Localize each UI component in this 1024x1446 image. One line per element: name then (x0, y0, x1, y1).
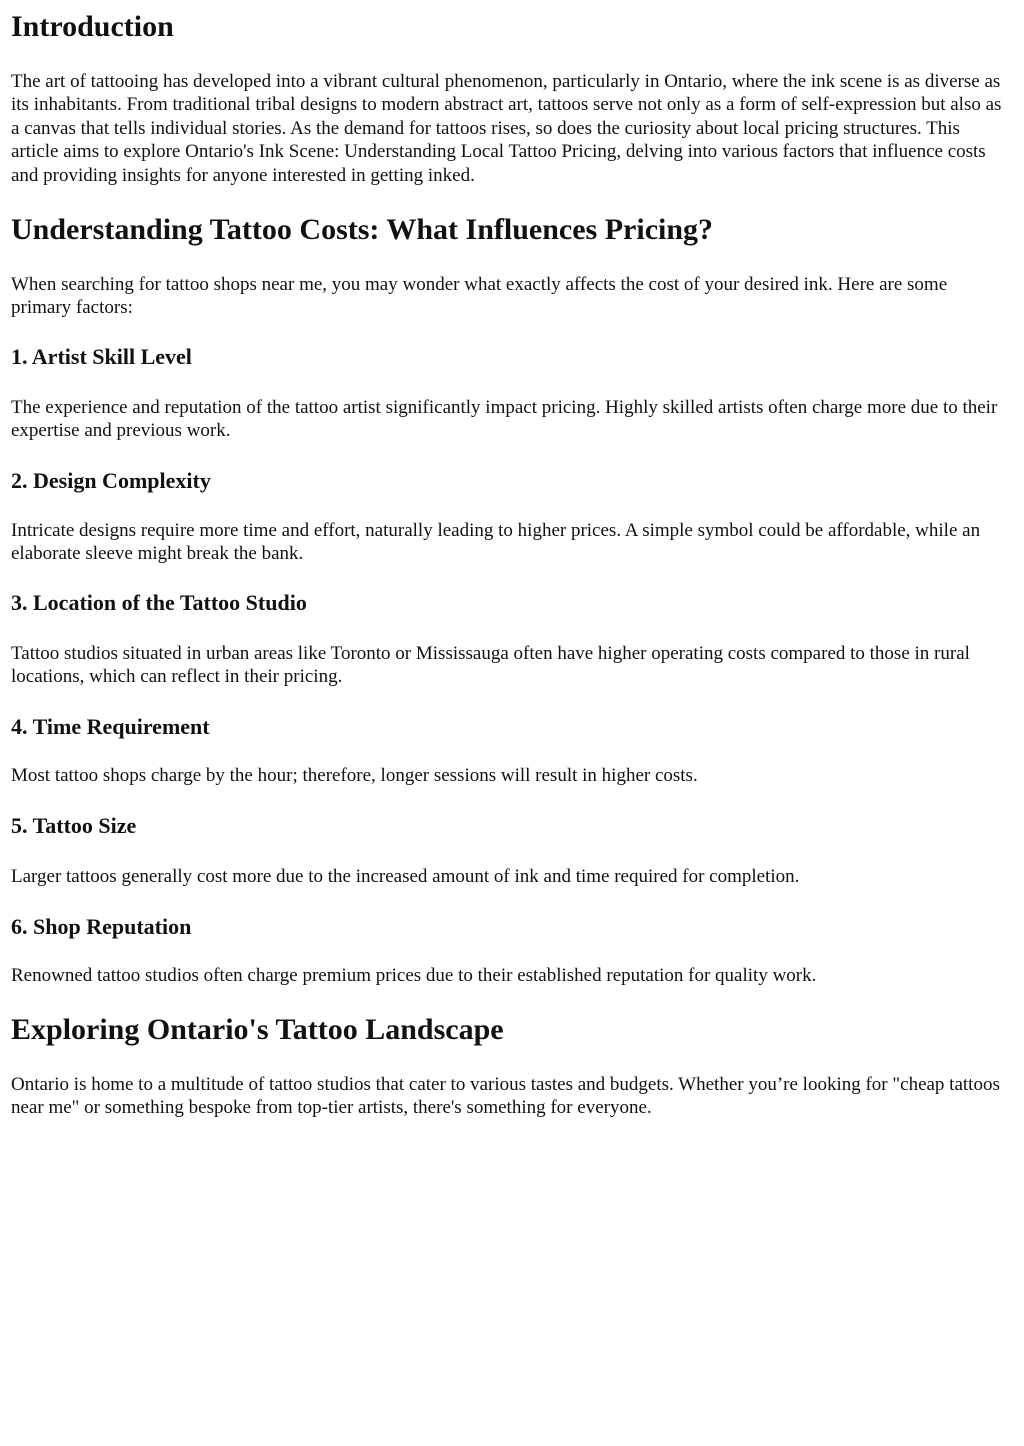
intro-heading: Introduction (11, 10, 174, 43)
landscape-heading: Exploring Ontario's Tattoo Landscape (11, 1013, 504, 1046)
landscape-paragraph: Ontario is home to a multitude of tattoo studios that cater to various tastes and budgets. Whether you’re looking for "cheap tattoos near me" or something bespoke from top-tier artists, there's something for everyone. (11, 1074, 1000, 1119)
factor-text-reputation: Renowned tattoo studios often charge premium prices due to their established reputation for quality work. (11, 965, 817, 986)
factor-heading-time: 4. Time Requirement (11, 714, 210, 739)
factor-heading-size: 5. Tattoo Size (11, 813, 137, 838)
factor-text-size: Larger tattoos generally cost more due to the increased amount of ink and time required for completion. (11, 866, 800, 887)
factor-text-location: Tattoo studios situated in urban areas like Toronto or Mississauga often have higher operating costs compared to those in rural locations, which can reflect in their pricing. (11, 643, 970, 688)
factor-text-design-complexity: Intricate designs require more time and effort, naturally leading to higher prices. A simple symbol could be affordable, while an elaborate sleeve might break the bank. (11, 520, 981, 565)
factor-heading-reputation: 6. Shop Reputation (11, 914, 192, 939)
factor-heading-design-complexity: 2. Design Complexity (11, 468, 211, 493)
factor-heading-artist-skill: 1. Artist Skill Level (11, 344, 192, 369)
costs-heading: Understanding Tattoo Costs: What Influences Pricing? (11, 213, 714, 246)
factor-text-time: Most tattoo shops charge by the hour; therefore, longer sessions will result in higher costs. (11, 765, 698, 786)
factor-heading-location: 3. Location of the Tattoo Studio (11, 590, 307, 615)
costs-paragraph: When searching for tattoo shops near me, you may wonder what exactly affects the cost of your desired ink. Here are some primary factors: (11, 274, 948, 319)
intro-paragraph: The art of tattooing has developed into a vibrant cultural phenomenon, particularly in Ontario, where the ink scene is as diverse as its inhabitants. From traditional tribal designs to modern abstract art, tattoos serve not only as a form of self-expression but also as a canvas that tells individual stories. As the demand for tattoos rises, so does the curiosity about local pricing structures. This article aims to explore Ontario's Ink Scene: Understanding Local Tattoo Pricing, delving into various factors that influence costs and providing insights for anyone interested in getting inked. (11, 71, 1002, 186)
factor-text-artist-skill: The experience and reputation of the tattoo artist significantly impact pricing. Highly skilled artists often charge more due to their expertise and previous work. (11, 397, 998, 442)
